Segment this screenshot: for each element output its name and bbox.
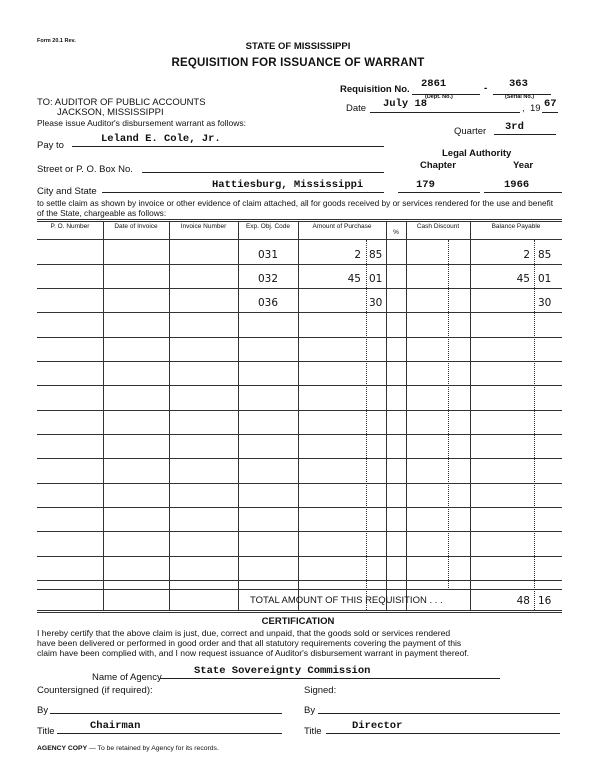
footer-agency-copy: AGENCY COPY [37,745,88,752]
title-label-right: Title [304,726,322,737]
col-date: Date of Invoice [114,223,158,230]
countersigned-label: Countersigned (if required): [37,685,153,696]
chapter-value: 179 [416,179,435,191]
dept-number: 2861 [421,78,447,90]
by-label-right: By [304,705,316,716]
total-dollars: 48 [516,595,530,607]
legal-year-value: 1966 [504,179,530,191]
row-3-amount-cents: 30 [369,297,383,309]
year-prefix: 19 [530,103,541,114]
row-2-amount-cents: 01 [369,273,383,285]
row-3-balance-cents: 30 [538,297,552,309]
by-label-left: By [37,705,49,716]
pay-to-value: Leland E. Cole, Jr. [101,133,221,145]
row-2-balance-dollars: 45 [516,273,530,285]
row-2-code: 032 [258,273,279,285]
row-1-amount-cents: 85 [369,249,383,261]
row-2-amount-dollars: 45 [347,273,361,285]
title-right-value: Director [352,720,403,732]
row-1-balance-cents: 85 [538,249,552,261]
footer-note-text: — To be retained by Agency for its records. [89,745,219,752]
settle-text: to settle claim as shown by invoice or other evidence of claim attached, all for goods received by or services rendered for the use and benefit of the State, chargeable as follows: [37,198,554,218]
col-code: Exp. Obj. Code [245,223,291,230]
certification-heading: CERTIFICATION [261,616,335,627]
agency-name-label: Name of Agency [92,672,162,683]
legal-authority-label: Legal Authority [442,148,512,159]
quarter-label: Quarter [454,126,487,137]
city-state-value: Hattiesburg, Mississippi [212,179,364,191]
certification-line-2: have been delivered or performed in good order and that all statutory requirements covering the payment of this [37,638,462,648]
certification-line-1: I hereby certify that the above claim is just, due, correct and unpaid, that the goods sold or services rendered [37,628,451,638]
page-title: REQUISITION FOR ISSUANCE OF WARRANT [171,57,425,69]
date-value: July 18 [383,98,428,110]
title-left-value: Chairman [90,720,141,732]
col-balance: Balance Payable [491,223,541,230]
col-discount: Cash Discount [416,223,460,230]
date-label: Date [346,103,367,114]
row-1-balance-dollars: 2 [523,249,530,261]
state-heading: STATE OF MISSISSIPPI [245,41,351,52]
quarter-value: 3rd [505,121,524,133]
col-invoice: Invoice Number [180,223,227,230]
certification-line-3: claim have been complied with, and I now request issuance of Auditor's disbursement warrant in payment thereof. [37,648,470,658]
pay-to-label: Pay to [37,140,64,151]
form-number: Form 20.1 Rev. [37,38,76,44]
city-state-label: City and State [37,186,97,197]
to-line-1: TO: AUDITOR OF PUBLIC ACCOUNTS [37,97,206,108]
col-pct: % [393,229,399,236]
total-cents: 16 [538,595,552,607]
to-line-2: JACKSON, MISSISSIPPI [57,107,164,118]
row-1-amount-dollars: 2 [354,249,361,261]
street-label: Street or P. O. Box No. [37,164,133,175]
col-amount: Amount of Purchase [312,223,372,230]
col-po: P. O. Number [50,223,90,230]
requisition-label: Requisition No. [340,84,410,95]
dept-no-label: (Dept. No.) [425,94,453,100]
chapter-label: Chapter [420,160,456,171]
row-2-balance-cents: 01 [538,273,552,285]
signed-label: Signed: [304,685,337,696]
to-line-3: Please issue Auditor's disbursement warrant as follows: [37,118,247,128]
serial-no-label: (Serial No.) [505,94,535,100]
agency-name-value: State Sovereignty Commission [194,665,371,677]
row-3-code: 036 [258,297,279,309]
row-1-code: 031 [258,249,279,261]
serial-number: 363 [509,78,528,90]
footer-note [37,745,219,752]
total-label: TOTAL AMOUNT OF THIS REQUISITION . . . [250,595,443,606]
year-value: 67 [544,98,557,110]
year-label: Year [513,160,534,171]
title-label-left: Title [37,726,55,737]
